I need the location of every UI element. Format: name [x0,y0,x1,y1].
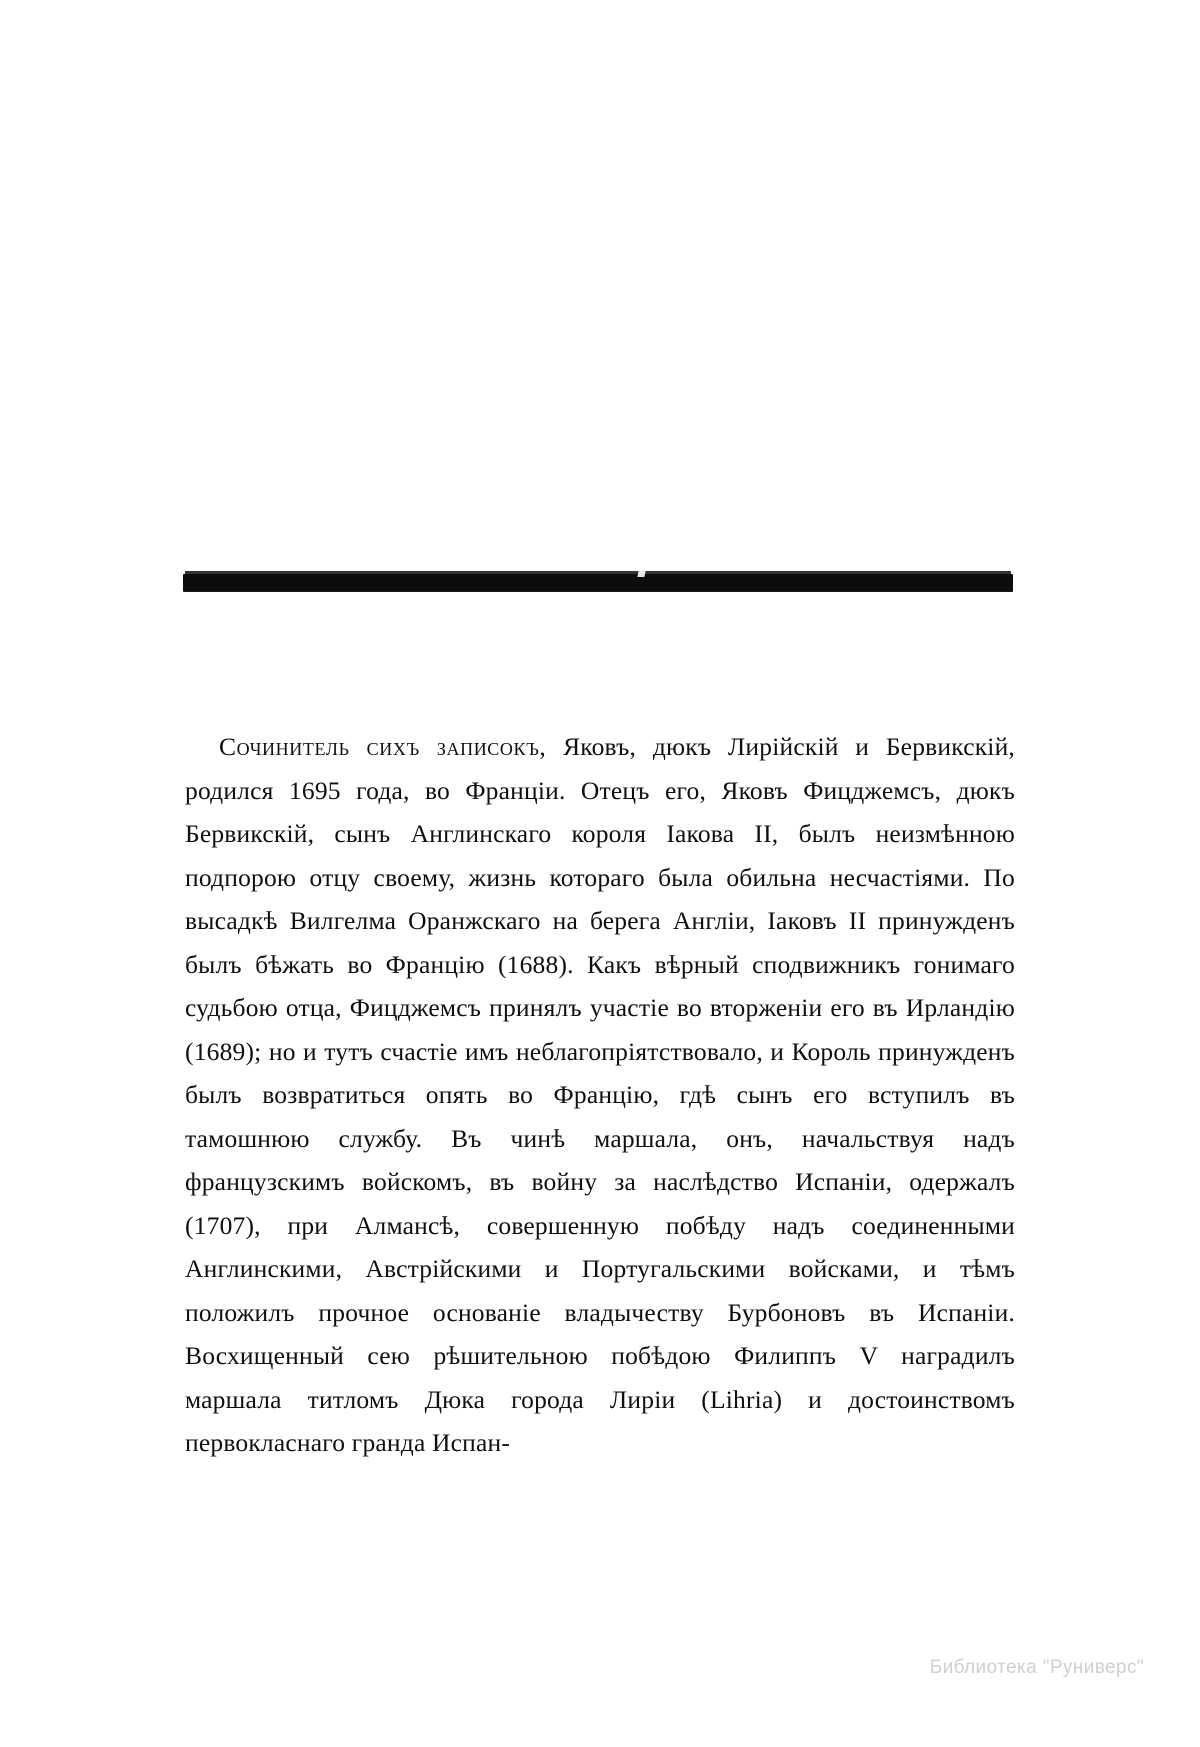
rule-bar [183,574,1013,591]
body-paragraph: Сочинитель сихъ записокъ, Яковъ, дюкъ Лирійскій и Бервикскій, родился 1695 года, во Франціи. Отецъ его, Яковъ Фицджемсъ, дюкъ Бервикскій, сынъ Англинскаго короля Іакова II, былъ неизмѣнною подпорою отцу своему, жизнь котораго была обильна несчастіями. По высадкѣ Вилгелма Оранжскаго на берега Англіи, Іаковъ II принужденъ былъ бѣжать во Францію (1688). Какъ вѣрный сподвижникъ гонимаго судьбою отца, Фицджемсъ принялъ участіе во вторженіи его въ Ирландію (1689); но и тутъ счастіе имъ неблагопріятствовало, и Король принужденъ былъ возвратиться опять во Францію, гдѣ сынъ его вступилъ въ тамошнюю службу. Въ чинѣ маршала, онъ, начальствуя надъ французскимъ войскомъ, въ войну за наслѣдство Испаніи, одержалъ (1707), при Алмансѣ, совершенную побѣду надъ соединенными Англинскими, Австрійскими и Португальскими войсками, и тѣмъ положилъ прочное основаніе владычеству Бурбоновъ въ Испаніи. Восхищенный сею рѣшительною побѣдою Филиппъ V наградилъ маршала титломъ Дюка города Лиріи (Lihria) и достоинствомъ первокласнаго гранда Испан- [185,732,1016,1457]
rule-nick [637,571,645,577]
library-watermark: Библиотека "Руниверс" [929,1657,1144,1678]
horizontal-rule-ornament [183,570,1013,596]
opening-small-caps: Сочинитель сихъ записокъ, [219,732,547,761]
body-text-block [185,725,1015,1465]
